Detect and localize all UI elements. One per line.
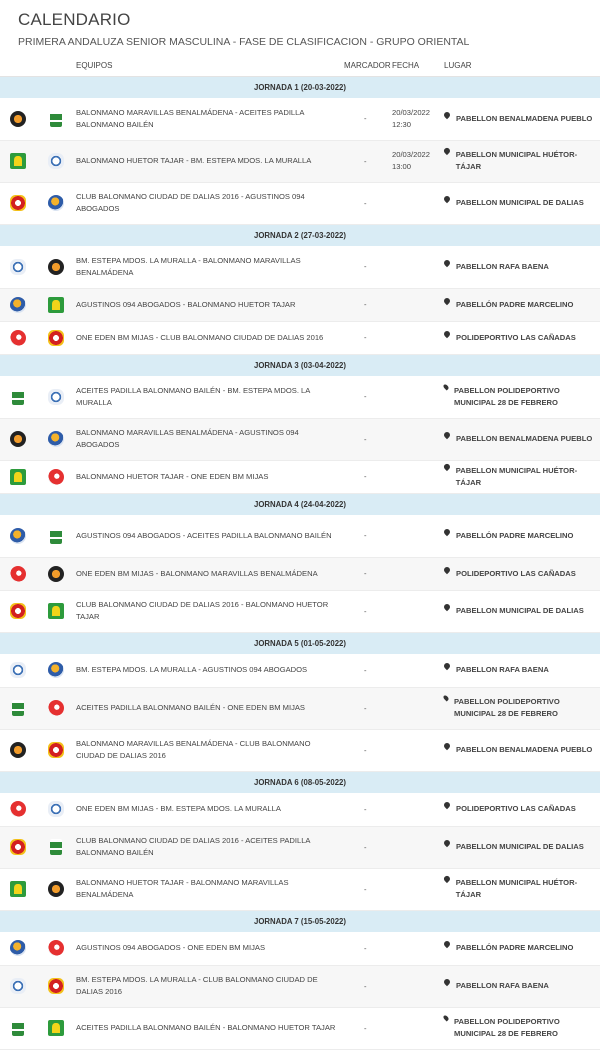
match-row[interactable] — [0, 321, 600, 354]
jornada-row — [0, 76, 600, 98]
map-pin-icon — [443, 839, 451, 847]
match-row[interactable] — [0, 932, 600, 965]
match-venue[interactable] — [444, 826, 600, 868]
match-date-cell — [392, 418, 444, 460]
match-teams[interactable]: ACEITES PADILLA BALONMANO BAILÉN - BALONMANO HUETOR TAJAR — [76, 1007, 344, 1049]
match-score: - — [344, 515, 392, 557]
match-venue[interactable] — [444, 687, 600, 729]
jornada-row — [0, 632, 600, 654]
match-score: - — [344, 687, 392, 729]
jornada-row — [0, 354, 600, 376]
match-score: - — [344, 288, 392, 321]
venue-name: PABELLON MUNICIPAL DE DALIAS — [456, 606, 584, 615]
column-fecha: FECHA — [392, 56, 444, 76]
jornada-label: JORNADA 1 (20-03-2022) — [0, 76, 600, 98]
match-score: - — [344, 932, 392, 965]
match-row[interactable] — [0, 557, 600, 590]
estepa-team-logo[interactable] — [48, 389, 64, 405]
match-venue[interactable] — [444, 418, 600, 460]
match-date-cell — [392, 557, 444, 590]
dalias-team-logo[interactable] — [10, 603, 26, 619]
match-score: - — [344, 590, 392, 632]
dalias-team-logo[interactable] — [48, 742, 64, 758]
match-date-cell — [392, 246, 444, 288]
venue-name: PABELLON BENALMADENA PUEBLO — [456, 113, 593, 123]
mijas-team-logo[interactable] — [48, 700, 64, 716]
mijas-team-logo[interactable] — [10, 330, 26, 346]
match-teams[interactable]: AGUSTINOS 094 ABOGADOS - ACEITES PADILLA BALONMANO BAILÉN — [76, 515, 344, 557]
agustinos-team-logo[interactable] — [10, 940, 26, 956]
column-marcador: MARCADOR — [344, 56, 392, 76]
match-teams[interactable]: ONE EDEN BM MIJAS - CLUB BALONMANO CIUDAD DE DALIAS 2016 — [76, 321, 344, 354]
map-pin-icon — [442, 1014, 449, 1021]
match-score: - — [344, 321, 392, 354]
jornada-label: JORNADA 3 (03-04-2022) — [0, 354, 600, 376]
match-score: - — [344, 460, 392, 493]
match-row[interactable] — [0, 140, 600, 182]
match-date-cell — [392, 932, 444, 965]
map-pin-icon — [443, 296, 451, 304]
map-pin-icon — [443, 662, 451, 670]
map-pin-icon — [443, 528, 451, 536]
calendar-table — [0, 56, 600, 1050]
match-date-cell — [392, 826, 444, 868]
match-row[interactable] — [0, 793, 600, 826]
match-teams[interactable]: BALONMANO MARAVILLAS BENALMÁDENA - CLUB BALONMANO CIUDAD DE DALIAS 2016 — [76, 729, 344, 771]
agustinos-team-logo[interactable] — [48, 431, 64, 447]
mijas-team-logo[interactable] — [10, 566, 26, 582]
dalias-team-logo[interactable] — [48, 330, 64, 346]
padilla-team-logo[interactable] — [50, 528, 62, 544]
venue-name: PABELLON RAFA BAENA — [456, 665, 549, 675]
match-venue[interactable] — [444, 1007, 600, 1049]
match-score: - — [344, 557, 392, 590]
match-teams[interactable]: BALONMANO MARAVILLAS BENALMÁDENA - ACEITES PADILLA BALONMANO BAILÉN — [76, 98, 344, 140]
jornada-row — [0, 493, 600, 515]
match-row[interactable] — [0, 418, 600, 460]
match-venue[interactable] — [444, 793, 600, 826]
table-header-row — [0, 56, 600, 76]
match-venue[interactable] — [444, 376, 600, 418]
match-date-cell — [392, 376, 444, 418]
map-pin-icon — [443, 565, 451, 573]
map-pin-icon — [443, 978, 451, 986]
map-pin-icon — [443, 940, 451, 948]
match-row[interactable] — [0, 868, 600, 910]
venue-name: PABELLON MUNICIPAL HUÉTOR-TÁJAR — [455, 878, 578, 899]
venue-name: PABELLÓN PADRE MARCELINO — [456, 530, 574, 540]
venue-name: PABELLÓN PADRE MARCELINO — [456, 299, 574, 309]
map-pin-icon — [443, 603, 451, 611]
calendar-header — [0, 0, 600, 56]
match-score: - — [344, 418, 392, 460]
huetor-team-logo[interactable] — [48, 297, 64, 313]
match-venue[interactable] — [444, 98, 600, 140]
match-row[interactable] — [0, 182, 600, 224]
match-venue[interactable] — [444, 868, 600, 910]
map-pin-icon — [443, 875, 451, 883]
mijas-team-logo[interactable] — [48, 940, 64, 956]
match-row[interactable] — [0, 826, 600, 868]
match-score: - — [344, 654, 392, 687]
padilla-team-logo[interactable] — [12, 389, 24, 405]
map-pin-icon — [443, 462, 451, 470]
match-row[interactable] — [0, 246, 600, 288]
match-venue[interactable] — [444, 288, 600, 321]
jornada-row — [0, 910, 600, 932]
match-teams[interactable]: BM. ESTEPA MDOS. LA MURALLA - CLUB BALONMANO CIUDAD DE DALIAS 2016 — [76, 965, 344, 1007]
calendar-body — [0, 76, 600, 1049]
mijas-team-logo[interactable] — [48, 469, 64, 485]
match-venue[interactable] — [444, 321, 600, 354]
huetor-team-logo[interactable] — [10, 153, 26, 169]
page-title: CALENDARIO — [18, 10, 131, 29]
match-teams[interactable]: ACEITES PADILLA BALONMANO BAILÉN - ONE EDEN BM MIJAS — [76, 687, 344, 729]
match-venue[interactable] — [444, 965, 600, 1007]
match-teams[interactable]: CLUB BALONMANO CIUDAD DE DALIAS 2016 - BALONMANO HUETOR TAJAR — [76, 590, 344, 632]
match-score: - — [344, 868, 392, 910]
jornada-label: JORNADA 7 (15-05-2022) — [0, 910, 600, 932]
match-row[interactable] — [0, 687, 600, 729]
match-date-cell — [392, 965, 444, 1007]
match-date-cell — [392, 182, 444, 224]
match-teams[interactable]: CLUB BALONMANO CIUDAD DE DALIAS 2016 - AGUSTINOS 094 ABOGADOS — [76, 182, 344, 224]
match-venue[interactable] — [444, 515, 600, 557]
estepa-team-logo[interactable] — [48, 801, 64, 817]
match-score: - — [344, 1007, 392, 1049]
jornada-label: JORNADA 5 (01-05-2022) — [0, 632, 600, 654]
match-time: 13:00 — [392, 162, 412, 171]
agustinos-team-logo[interactable] — [48, 195, 64, 211]
match-date-cell — [392, 590, 444, 632]
match-venue[interactable] — [444, 182, 600, 224]
venue-name: PABELLON MUNICIPAL HUÉTOR-TÁJAR — [455, 150, 578, 171]
huetor-team-logo[interactable] — [10, 469, 26, 485]
venue-name: PABELLON BENALMADENA PUEBLO — [456, 434, 593, 443]
match-venue[interactable] — [444, 590, 600, 632]
match-score: - — [344, 98, 392, 140]
match-teams[interactable]: BM. ESTEPA MDOS. LA MURALLA - BALONMANO MARAVILLAS BENALMÁDENA — [76, 246, 344, 288]
map-pin-icon — [443, 259, 451, 267]
agustinos-team-logo[interactable] — [10, 528, 26, 544]
match-teams[interactable]: ONE EDEN BM MIJAS - BALONMANO MARAVILLAS BENALMÁDENA — [76, 557, 344, 590]
map-pin-icon — [443, 431, 451, 439]
dalias-team-logo[interactable] — [10, 195, 26, 211]
dalias-team-logo[interactable] — [48, 978, 64, 994]
venue-name: PABELLON MUNICIPAL DE DALIAS — [456, 198, 584, 207]
venue-name: POLIDEPORTIVO LAS CAÑADAS — [456, 568, 576, 578]
match-row[interactable] — [0, 376, 600, 418]
match-row[interactable] — [0, 654, 600, 687]
estepa-team-logo[interactable] — [48, 153, 64, 169]
jornada-label: JORNADA 4 (24-04-2022) — [0, 493, 600, 515]
huetor-team-logo[interactable] — [48, 1020, 64, 1036]
venue-name: POLIDEPORTIVO LAS CAÑADAS — [456, 332, 576, 342]
match-row[interactable] — [0, 1007, 600, 1049]
match-venue[interactable] — [444, 557, 600, 590]
estepa-team-logo[interactable] — [10, 259, 26, 275]
mijas-team-logo[interactable] — [10, 801, 26, 817]
match-date-cell — [392, 793, 444, 826]
match-row[interactable] — [0, 965, 600, 1007]
venue-name: PABELLON RAFA BAENA — [456, 261, 549, 271]
match-teams[interactable]: BM. ESTEPA MDOS. LA MURALLA - AGUSTINOS 094 ABOGADOS — [76, 654, 344, 687]
jornada-row — [0, 771, 600, 793]
match-row[interactable] — [0, 729, 600, 771]
maravillas-team-logo[interactable] — [48, 566, 64, 582]
dalias-team-logo[interactable] — [10, 839, 26, 855]
match-venue[interactable] — [444, 140, 600, 182]
maravillas-team-logo[interactable] — [10, 111, 26, 127]
huetor-team-logo[interactable] — [48, 603, 64, 619]
competition-subtitle: PRIMERA ANDALUZA SENIOR MASCULINA - FASE DE CLASIFICACION - GRUPO ORIENTAL — [18, 36, 470, 48]
map-pin-icon — [443, 147, 451, 155]
match-date-cell — [392, 460, 444, 493]
match-date-cell — [392, 140, 444, 182]
match-score: - — [344, 182, 392, 224]
match-date-cell — [392, 729, 444, 771]
match-date: 20/03/2022 — [392, 107, 431, 117]
map-pin-icon — [443, 742, 451, 750]
estepa-team-logo[interactable] — [10, 978, 26, 994]
venue-name: PABELLON RAFA BAENA — [456, 981, 549, 990]
match-teams[interactable]: BALONMANO MARAVILLAS BENALMÁDENA - AGUSTINOS 094 ABOGADOS — [76, 418, 344, 460]
match-venue[interactable] — [444, 460, 600, 493]
jornada-label: JORNADA 6 (08-05-2022) — [0, 771, 600, 793]
match-score: - — [344, 246, 392, 288]
match-score: - — [344, 376, 392, 418]
match-teams[interactable]: BALONMANO HUETOR TAJAR - BM. ESTEPA MDOS. LA MURALLA — [76, 140, 344, 182]
venue-name: PABELLON POLIDEPORTIVO MUNICIPAL 28 DE FEBRERO — [454, 385, 560, 407]
venue-name: PABELLON MUNICIPAL DE DALIAS — [456, 842, 584, 851]
match-teams[interactable]: ONE EDEN BM MIJAS - BM. ESTEPA MDOS. LA MURALLA — [76, 793, 344, 826]
match-row[interactable] — [0, 590, 600, 632]
match-row[interactable] — [0, 98, 600, 140]
match-row[interactable] — [0, 515, 600, 557]
match-teams[interactable]: ACEITES PADILLA BALONMANO BAILÉN - BM. ESTEPA MDOS. LA MURALLA — [76, 376, 344, 418]
padilla-team-logo[interactable] — [12, 700, 24, 716]
match-teams[interactable]: CLUB BALONMANO CIUDAD DE DALIAS 2016 - ACEITES PADILLA BALONMANO BAILÉN — [76, 826, 344, 868]
match-venue[interactable] — [444, 729, 600, 771]
maravillas-team-logo[interactable] — [10, 431, 26, 447]
venue-name: PABELLON POLIDEPORTIVO MUNICIPAL 28 DE FEBRERO — [454, 697, 560, 718]
match-date-cell — [392, 687, 444, 729]
match-score: - — [344, 826, 392, 868]
match-date: 20/03/2022 — [392, 150, 431, 159]
match-row[interactable] — [0, 288, 600, 321]
match-teams[interactable]: AGUSTINOS 094 ABOGADOS - BALONMANO HUETOR TAJAR — [76, 288, 344, 321]
map-pin-icon — [442, 383, 449, 390]
agustinos-team-logo[interactable] — [48, 662, 64, 678]
map-pin-icon — [442, 694, 449, 701]
match-venue[interactable] — [444, 932, 600, 965]
match-date-cell — [392, 868, 444, 910]
column-equipos: EQUIPOS — [76, 56, 344, 76]
match-date-cell — [392, 321, 444, 354]
venue-name: POLIDEPORTIVO LAS CAÑADAS — [456, 804, 576, 814]
venue-name: PABELLÓN PADRE MARCELINO — [456, 943, 574, 953]
match-score: - — [344, 965, 392, 1007]
jornada-row — [0, 224, 600, 246]
match-score: - — [344, 793, 392, 826]
venue-name: PABELLON POLIDEPORTIVO MUNICIPAL 28 DE FEBRERO — [454, 1017, 560, 1038]
match-date-cell — [392, 654, 444, 687]
venue-name: PABELLON BENALMADENA PUEBLO — [456, 745, 593, 754]
match-venue[interactable] — [444, 654, 600, 687]
match-teams[interactable]: BALONMANO HUETOR TAJAR - BALONMANO MARAVILLAS BENALMÁDENA — [76, 868, 344, 910]
venue-name: PABELLON MUNICIPAL HUÉTOR-TÁJAR — [455, 465, 578, 487]
match-score: - — [344, 140, 392, 182]
column-lugar: LUGAR — [444, 56, 600, 76]
match-teams[interactable]: BALONMANO HUETOR TAJAR - ONE EDEN BM MIJAS — [76, 460, 344, 493]
maravillas-team-logo[interactable] — [48, 881, 64, 897]
match-date-cell — [392, 1007, 444, 1049]
padilla-team-logo[interactable] — [12, 1020, 24, 1036]
match-score: - — [344, 729, 392, 771]
match-date-cell — [392, 98, 444, 140]
huetor-team-logo[interactable] — [10, 881, 26, 897]
match-time: 12:30 — [392, 119, 412, 129]
maravillas-team-logo[interactable] — [48, 259, 64, 275]
match-teams[interactable]: AGUSTINOS 094 ABOGADOS - ONE EDEN BM MIJAS — [76, 932, 344, 965]
padilla-team-logo[interactable] — [50, 839, 62, 855]
padilla-team-logo[interactable] — [50, 111, 62, 127]
match-row[interactable] — [0, 460, 600, 493]
map-pin-icon — [443, 329, 451, 337]
map-pin-icon — [443, 195, 451, 203]
agustinos-team-logo[interactable] — [10, 297, 26, 313]
estepa-team-logo[interactable] — [10, 662, 26, 678]
maravillas-team-logo[interactable] — [10, 742, 26, 758]
match-venue[interactable] — [444, 246, 600, 288]
match-date-cell — [392, 515, 444, 557]
jornada-label: JORNADA 2 (27-03-2022) — [0, 224, 600, 246]
match-date-cell — [392, 288, 444, 321]
map-pin-icon — [443, 801, 451, 809]
map-pin-icon — [443, 111, 451, 119]
